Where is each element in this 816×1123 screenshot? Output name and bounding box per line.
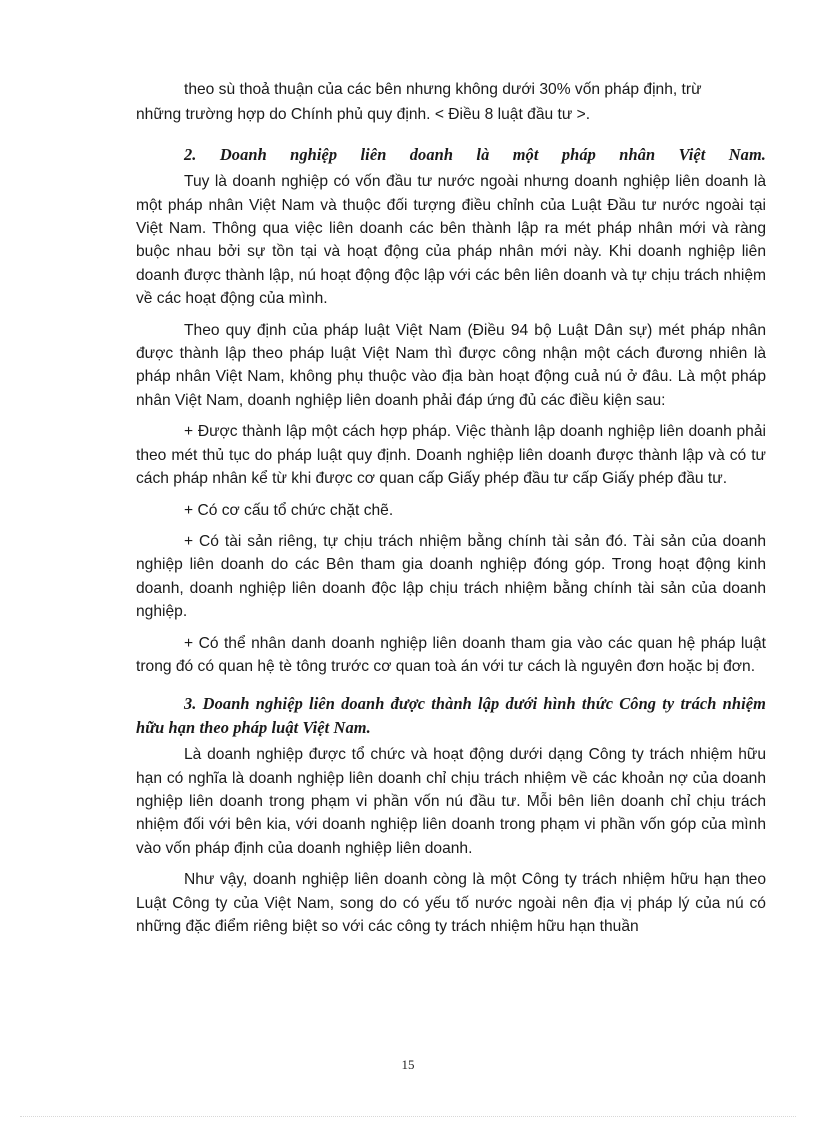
intro-line-1: theo sù thoả thuận của các bên nhưng không dưới 30% vốn pháp định, trừ (184, 81, 702, 98)
section-heading-2: 2. Doanh nghiệp liên doanh là một pháp nhân Việt Nam. (184, 144, 766, 164)
paragraph-1: Tuy là doanh nghiệp có vốn đầu tư nước ngoài nhưng doanh nghiệp liên doanh là một pháp nhân Việt Nam và thuộc đối tượng điều chỉnh của Luật Đầu tư nước ngoài tại Việt Nam. Thông qua việc liên doanh các bên thành lập ra mét pháp nhân mới và ràng buộc nhau bởi sự tồn tại và hoạt động của pháp nhân mới này. Khi doanh nghiệp liên doanh được thành lập, nú hoạt động độc lập với các bên liên doanh và tự chịu trách nhiệm về các hoạt động của mình. (136, 173, 766, 308)
paragraph-4: Như vậy, doanh nghiệp liên doanh còng là một Công ty trách nhiệm hữu hạn theo Luật Công ty của Việt Nam, song do có yếu tố nước ngoài nên địa vị pháp lý của nú có những đặc điểm riêng biệt so với các công ty trách nhiệm hữu hạn thuần (136, 871, 766, 935)
bullet-4: + Có thể nhân danh doanh nghiệp liên doanh tham gia vào các quan hệ pháp luật trong đó có quan hệ tè tông trước cơ quan toà án với tư cách là nguyên đơn hoặc bị đơn. (136, 634, 766, 675)
page-number: 15 (401, 1057, 415, 1072)
paragraph-2: Theo quy định của pháp luật Việt Nam (Điều 94 bộ Luật Dân sự) mét pháp nhân được thành lập theo pháp luật Việt Nam thì được công nhận một cách đương nhiên là pháp nhân Việt Nam, không phụ thuộc vào địa bàn hoạt động cuả nú ở đâu. Là một pháp nhân Việt Nam, doanh nghiệp liên doanh phải đáp ứng đủ các điều kiện sau: (136, 321, 766, 409)
page-bottom-divider (20, 1116, 796, 1117)
intro-line-2: những trường hợp do Chính phủ quy định. < Điều 8 luật đầu tư >. (136, 106, 591, 124)
bullet-3: + Có tài sản riêng, tự chịu trách nhiệm bằng chính tài sản đó. Tài sản của doanh nghiệp liên doanh do các Bên tham gia doanh nghiệp đóng góp. Trong hoạt động kinh doanh, doanh nghiệp liên doanh độc lập chịu trách nhiệm bằng chính tài sản của doanh nghiệp. (136, 532, 766, 621)
bullet-2: + Có cơ cấu tổ chức chặt chẽ. (184, 501, 394, 519)
bullet-1: + Được thành lập một cách hợp pháp. Việc thành lập doanh nghiệp liên doanh phải theo mét thủ tục do pháp luật quy định. Doanh nghiệp liên doanh được thành lập và có tư cách pháp nhân kể từ khi được cơ quan cấp Giấy phép đầu tư cấp Giấy phép đầu tư. (136, 423, 766, 488)
section-heading-3: 3. Doanh nghiệp liên doanh được thành lập dưới hình thức Công ty trách nhiệm hữu hạn theo pháp luật Việt Nam. (136, 694, 766, 737)
paragraph-3: Là doanh nghiệp được tổ chức và hoạt động dưới dạng Công ty trách nhiệm hữu hạn có nghĩa là doanh nghiệp liên doanh chỉ chịu trách nhiệm về các khoản nợ của doanh nghiệp liên doanh trong phạm vi phần vốn nú đầu tư. Mỗi bên liên doanh chỉ chịu trách nhiệm đối với bên kia, với doanh nghiệp liên doanh trong phạm vi phần vốn góp của mình vào vốn pháp định của doanh nghiệp liên doanh. (136, 746, 766, 857)
